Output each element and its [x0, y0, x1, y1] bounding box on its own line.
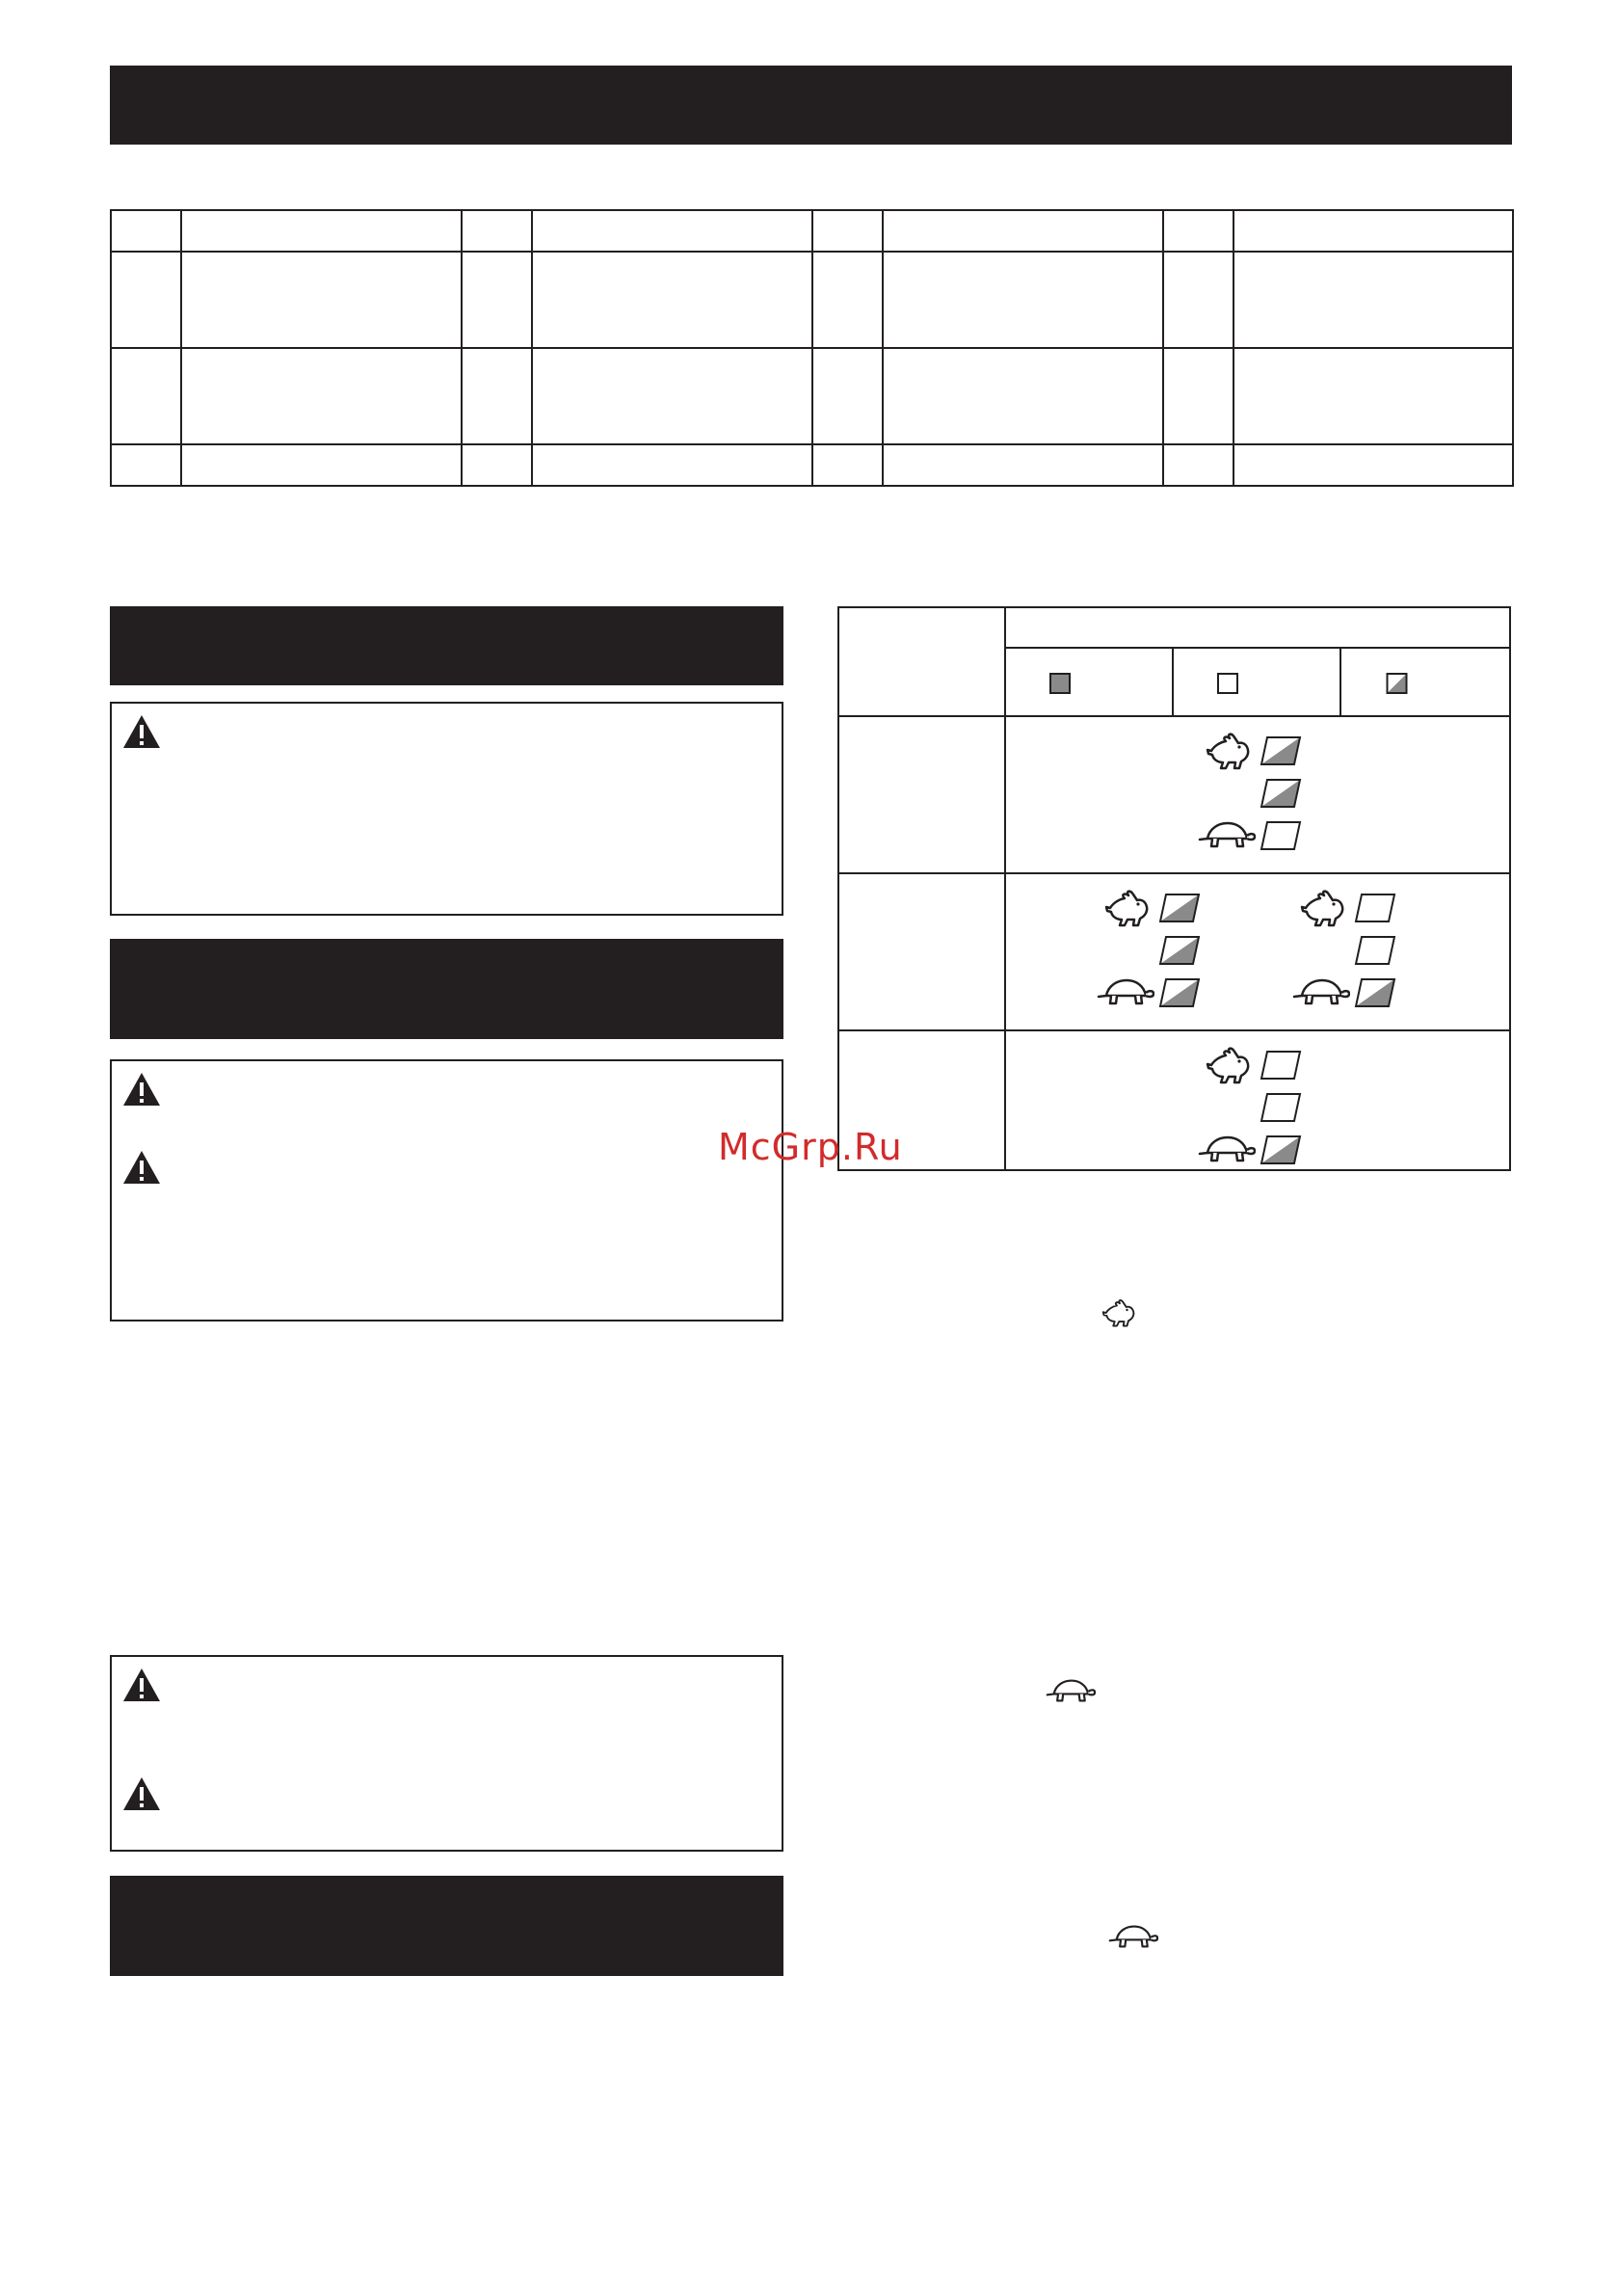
section-bar-1	[110, 606, 783, 685]
indicator-blinking	[1356, 979, 1394, 1006]
legend-off-icon	[1218, 674, 1237, 693]
header-bar	[110, 66, 1512, 145]
rabbit-icon	[1207, 1049, 1248, 1082]
indicator-off	[1356, 937, 1394, 964]
indicator-blinking	[1160, 937, 1199, 964]
indicator-blinking	[1160, 979, 1199, 1006]
speed-indicator-table	[837, 606, 1511, 1171]
table-border	[838, 607, 1510, 1170]
turtle-icon	[1108, 1924, 1158, 1949]
rabbit-icon	[1101, 1298, 1138, 1327]
watermark: McGrp.Ru	[718, 1126, 903, 1168]
table-row	[1099, 892, 1394, 1006]
table-row	[111, 444, 1513, 486]
table-row	[1200, 1049, 1300, 1163]
turtle-icon	[1200, 1137, 1255, 1161]
indicator-blinking	[1261, 780, 1300, 807]
indicator-blinking	[1261, 1136, 1300, 1163]
caution-box-3	[110, 1655, 783, 1852]
warning-icon	[122, 1668, 161, 1702]
warning-icon	[122, 1072, 161, 1107]
rabbit-icon	[1302, 892, 1342, 925]
indicator-off	[1261, 822, 1300, 849]
indicator-off	[1356, 894, 1394, 921]
warning-icon	[122, 714, 161, 749]
section-bar-3	[110, 1876, 783, 1976]
table-row	[1200, 734, 1300, 849]
indicator-blinking	[1160, 894, 1199, 921]
speed-legend	[1050, 674, 1407, 693]
warning-icon	[122, 1776, 161, 1811]
turtle-icon	[1099, 980, 1154, 1003]
warning-icon	[122, 1150, 161, 1185]
legend-blinking-icon	[1388, 674, 1407, 693]
rabbit-icon	[1207, 734, 1248, 768]
rabbit-icon	[1106, 892, 1147, 925]
table-row	[111, 252, 1513, 348]
speed-rows	[1099, 734, 1394, 1163]
table-row	[111, 210, 1513, 252]
indicator-blinking	[1261, 737, 1300, 764]
turtle-icon	[1046, 1678, 1096, 1703]
caution-box-1	[110, 702, 783, 916]
caution-box-2	[110, 1059, 783, 1322]
table-row	[111, 348, 1513, 444]
section-bar-2	[110, 939, 783, 1039]
indicator-off	[1261, 1052, 1300, 1079]
legend-lit-icon	[1050, 674, 1070, 693]
parts-table	[110, 209, 1514, 487]
table-grid	[837, 606, 1511, 1171]
turtle-icon	[1294, 980, 1349, 1003]
indicator-off	[1261, 1094, 1300, 1121]
turtle-icon	[1200, 823, 1255, 846]
